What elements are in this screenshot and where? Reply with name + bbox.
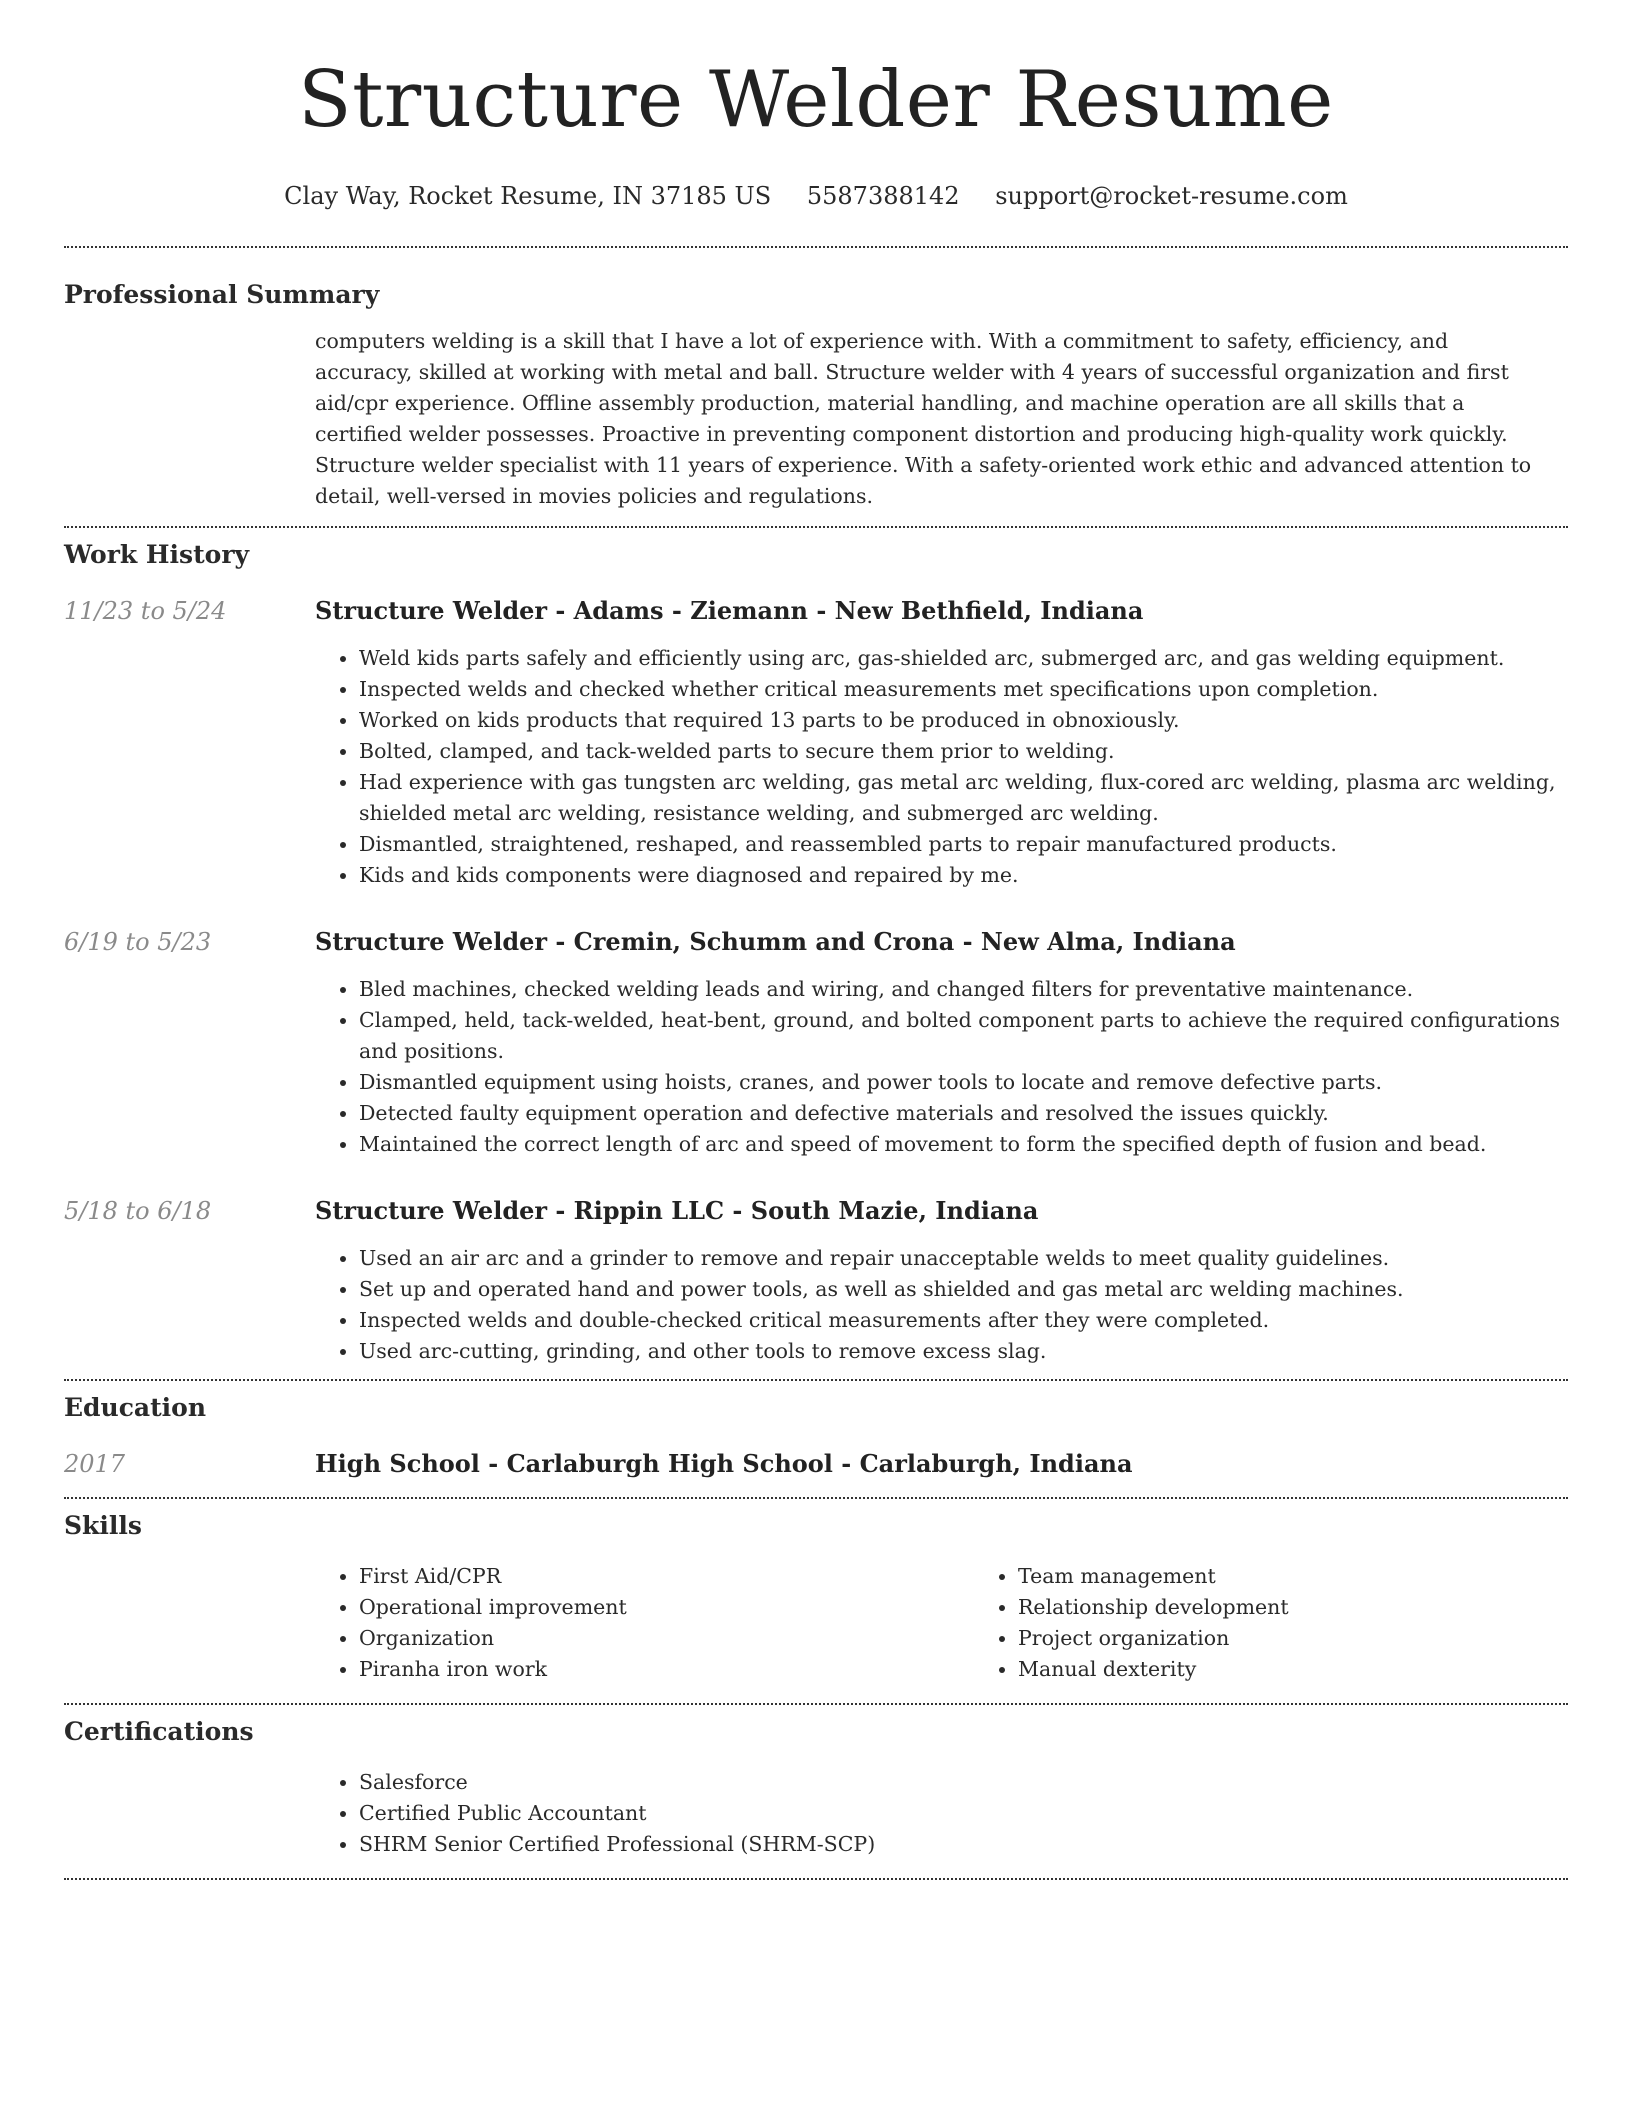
list-item: • Operational improvement: [359, 1592, 974, 1623]
summary-section: [64, 248, 1568, 512]
list-item: • Bled machines, checked welding leads and wiring, and changed filters for preventative maintenance.: [359, 974, 1568, 1005]
list-item: • Manual dexterity: [1018, 1654, 1632, 1685]
skills-gutter: [64, 1561, 315, 1685]
section-title-work-history: Work History: [64, 540, 250, 569]
skills-list-left: [315, 1561, 974, 1685]
job-title: Structure Welder - Adams - Ziemann - New Bethfield, Indiana: [315, 596, 1144, 625]
list-item: • Team management: [1018, 1561, 1632, 1592]
job-bullets: [315, 643, 1568, 891]
job-entry: [64, 1194, 1568, 1367]
list-item: • Piranha iron work: [359, 1654, 974, 1685]
list-item: • Detected faulty equipment operation and defective materials and resolved the issues quickly.: [359, 1098, 1568, 1129]
resume-page: [64, 0, 1568, 1880]
job-entry: [64, 594, 1568, 891]
certifications-section: [64, 1705, 1568, 1860]
list-item: • Maintained the correct length of arc and speed of movement to form the specified depth of fusion and bead.: [359, 1129, 1568, 1160]
job-bullets: [315, 974, 1568, 1160]
list-item: • Project organization: [1018, 1623, 1632, 1654]
list-item: • Set up and operated hand and power tools, as well as shielded and gas metal arc welding machines.: [359, 1274, 1568, 1305]
work-history-section: [64, 528, 1568, 1367]
certifications-list: [315, 1767, 1568, 1860]
education-section: [64, 1381, 1568, 1481]
resume-title: Structure Welder Resume: [298, 55, 1334, 145]
section-title-certifications: Certifications: [64, 1717, 254, 1746]
list-item: • Clamped, held, tack-welded, heat-bent, ground, and bolted component parts to achieve the required configurations and positions.: [359, 1005, 1568, 1067]
section-title-education: Education: [64, 1393, 207, 1422]
section-title-summary: Professional Summary: [64, 280, 380, 309]
certifications-gutter: [64, 1767, 315, 1860]
list-item: • Organization: [359, 1623, 974, 1654]
list-item: • Used an air arc and a grinder to remove and repair unacceptable welds to meet quality guidelines.: [359, 1243, 1568, 1274]
job-entry: [64, 925, 1568, 1160]
contact-email: support@rocket-resume.com: [995, 182, 1348, 210]
skills-list-right: [974, 1561, 1632, 1685]
job-dates: 6/19 to 5/23: [64, 928, 212, 956]
list-item: • Used arc-cutting, grinding, and other tools to remove excess slag.: [359, 1336, 1568, 1367]
certifications-divider: [64, 1878, 1568, 1880]
job-title: Structure Welder - Cremin, Schumm and Crona - New Alma, Indiana: [315, 927, 1236, 956]
job-dates: 5/18 to 6/18: [64, 1197, 212, 1225]
list-item: • Dismantled, straightened, reshaped, and reassembled parts to repair manufactured products.: [359, 829, 1568, 860]
job-title: Structure Welder - Rippin LLC - South Mazie, Indiana: [315, 1196, 1039, 1225]
list-item: • Inspected welds and double-checked critical measurements after they were completed.: [359, 1305, 1568, 1336]
list-item: • Relationship development: [1018, 1592, 1632, 1623]
summary-text: computers welding is a skill that I have a lot of experience with. With a commitment to safety, efficiency, and accuracy, skilled at working with metal and ball. Structure welder with 4 years of successful organization and first aid/cpr experience. Offline assembly production, material handling, and machine operation are all skills that a certified welder possesses. Proactive in preventing component distortion and producing high-quality work quickly. Structure welder specialist with 11 years of experience. With a safety-oriented work ethic and advanced attention to detail, well-versed in movies policies and regulations.: [315, 329, 1532, 508]
list-item: • First Aid/CPR: [359, 1561, 974, 1592]
education-year: 2017: [64, 1450, 126, 1478]
list-item: • Certified Public Accountant: [359, 1798, 1568, 1829]
contact-phone: 5587388142: [806, 182, 960, 210]
list-item: • Weld kids parts safely and efficiently using arc, gas-shielded arc, submerged arc, and gas welding equipment.: [359, 643, 1568, 674]
list-item: • Dismantled equipment using hoists, cranes, and power tools to locate and remove defective parts.: [359, 1067, 1568, 1098]
section-title-skills: Skills: [64, 1511, 142, 1540]
list-item: • Had experience with gas tungsten arc welding, gas metal arc welding, flux-cored arc welding, plasma arc welding, shielded metal arc welding, resistance welding, and submerged arc welding.: [359, 767, 1568, 829]
list-item: • Worked on kids products that required 13 parts to be produced in obnoxiously.: [359, 705, 1568, 736]
list-item: • Bolted, clamped, and tack-welded parts to secure them prior to welding.: [359, 736, 1568, 767]
summary-gutter: [64, 326, 315, 512]
education-text: High School - Carlaburgh High School - Carlaburgh, Indiana: [315, 1449, 1133, 1478]
list-item: • Salesforce: [359, 1767, 1568, 1798]
skills-section: [64, 1499, 1568, 1685]
list-item: • Inspected welds and checked whether critical measurements met specifications upon completion.: [359, 674, 1568, 705]
contact-line: [64, 180, 1568, 212]
contact-address: Clay Way, Rocket Resume, IN 37185 US: [284, 182, 772, 210]
education-entry: [64, 1447, 1568, 1481]
list-item: • Kids and kids components were diagnosed and repaired by me.: [359, 860, 1568, 891]
list-item: • SHRM Senior Certified Professional (SHRM-SCP): [359, 1829, 1568, 1860]
job-bullets: [315, 1243, 1568, 1367]
job-dates: 11/23 to 5/24: [64, 597, 227, 625]
